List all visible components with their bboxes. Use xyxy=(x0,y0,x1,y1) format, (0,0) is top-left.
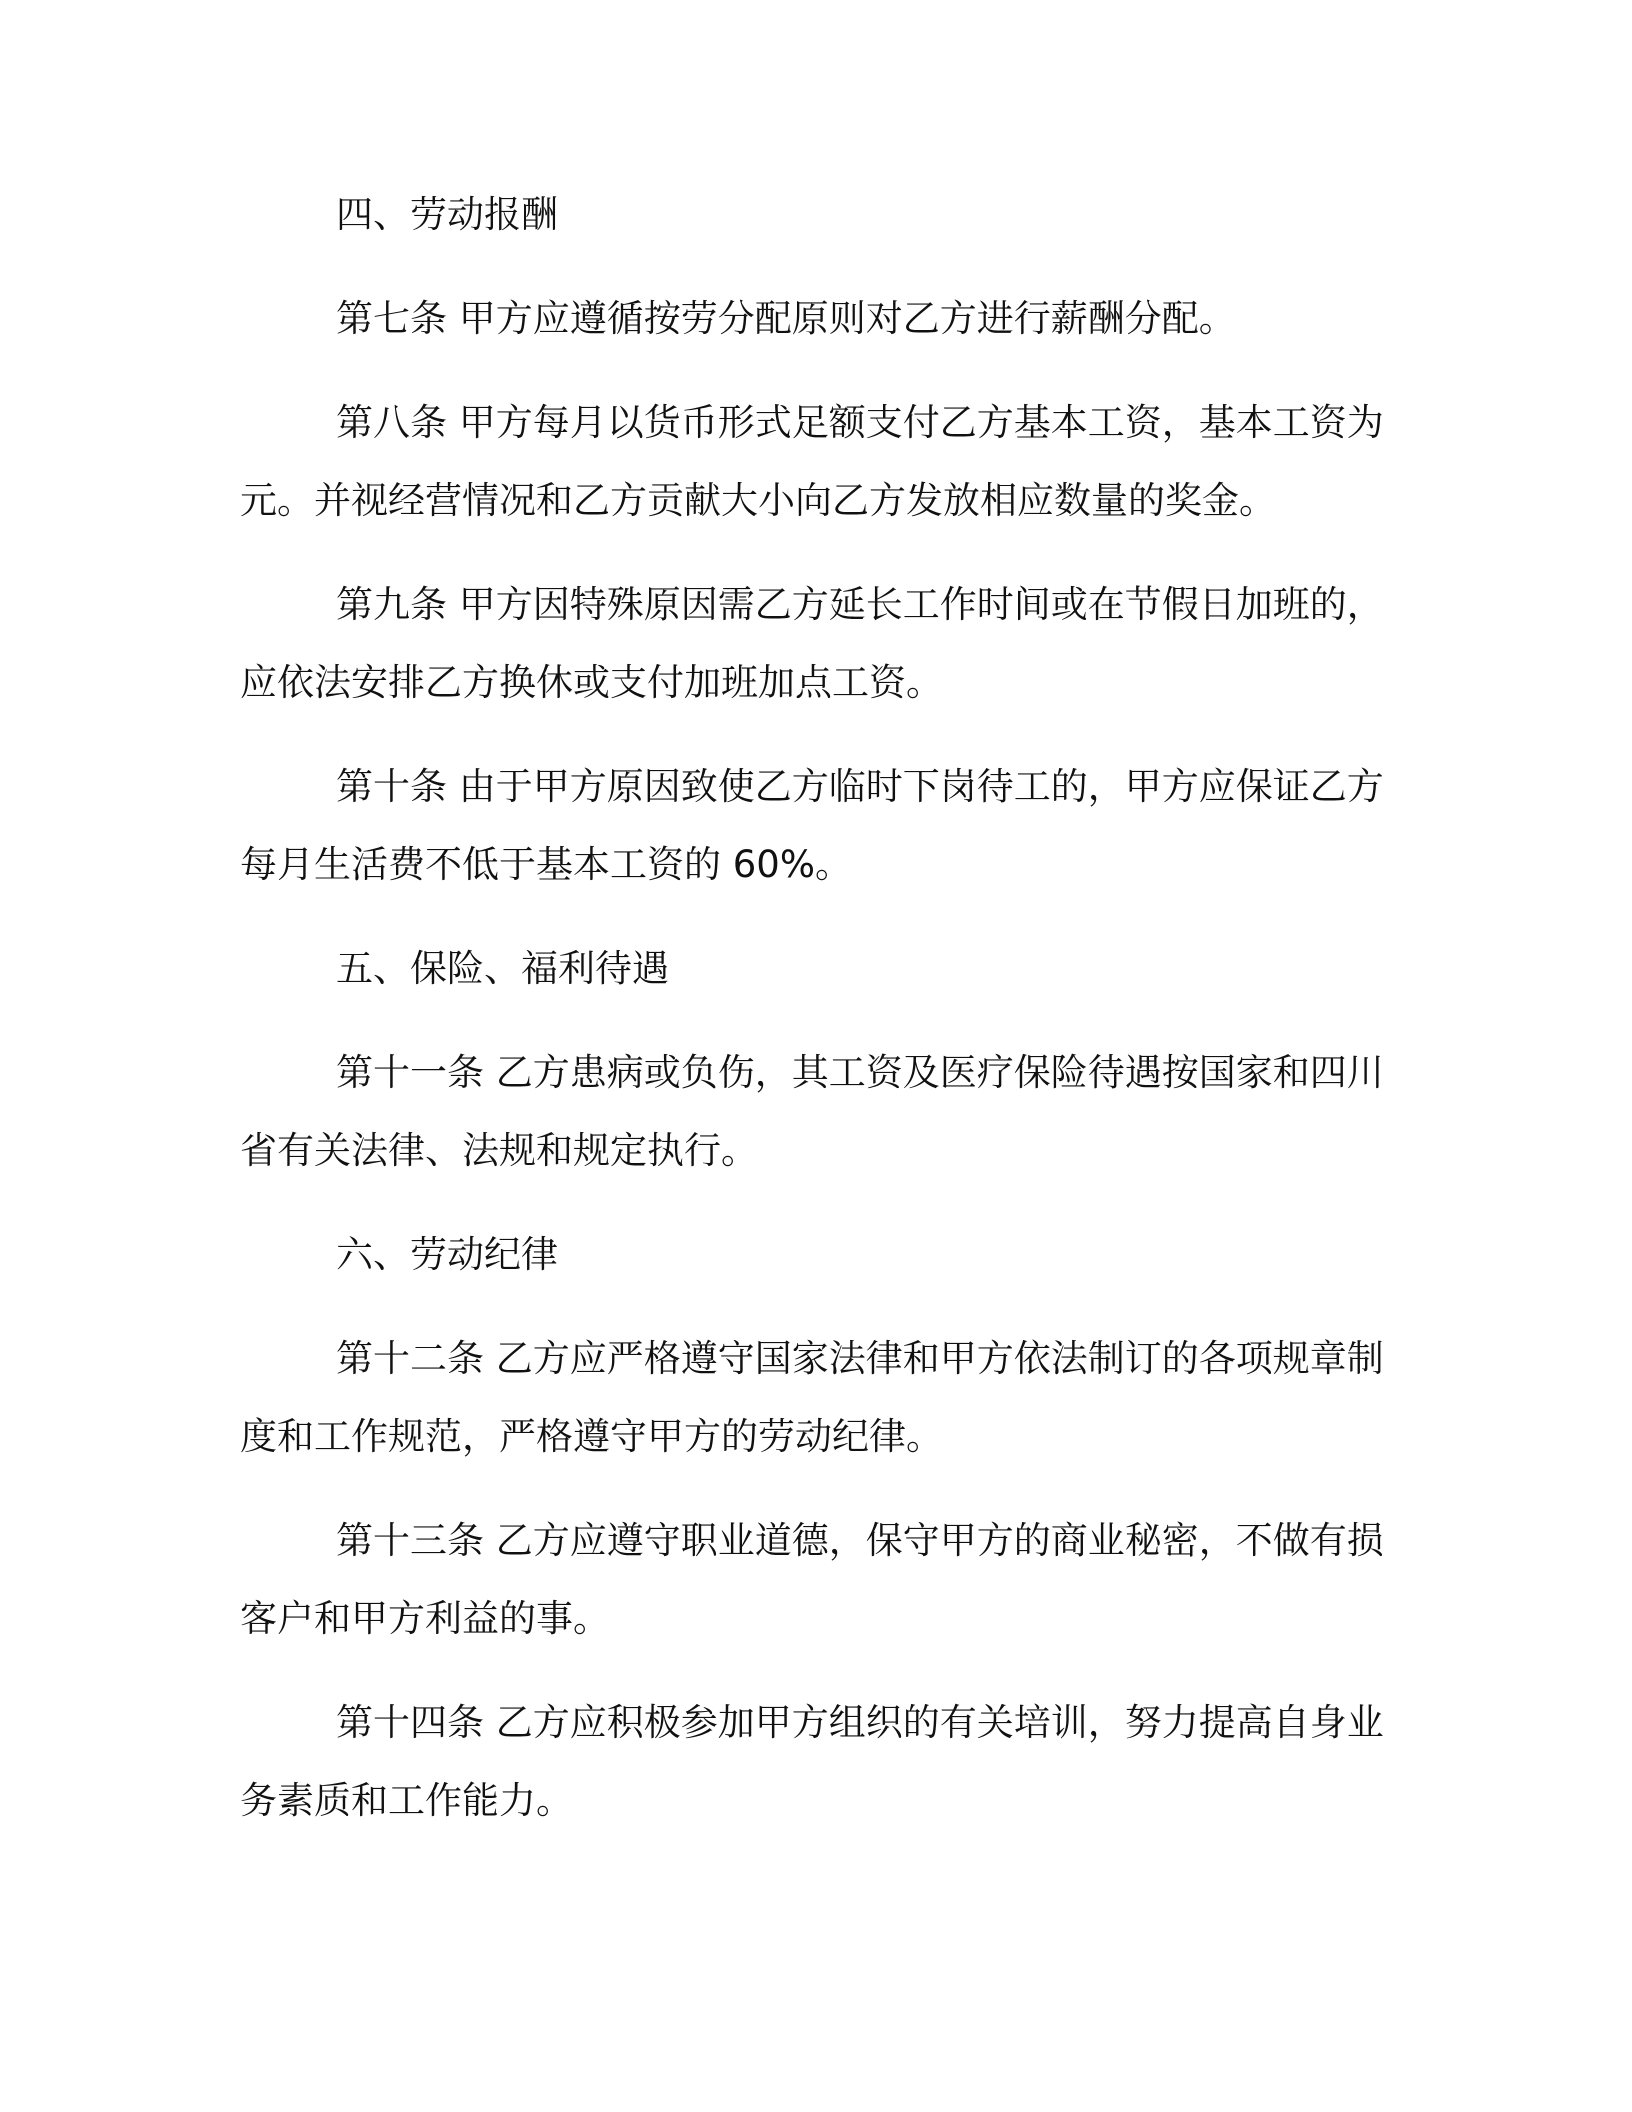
article-13-line-1: 第十三条 乙方应遵守职业道德，保守甲方的商业秘密，不做有损 xyxy=(336,1519,1384,1562)
article-10-line-1: 第十条 由于甲方原因致使乙方临时下岗待工的，甲方应保证乙方 xyxy=(336,765,1384,808)
article-14-line-2: 务素质和工作能力。 xyxy=(240,1779,573,1822)
article-8-line-2: 元。并视经营情况和乙方贡献大小向乙方发放相应数量的奖金。 xyxy=(240,479,1276,522)
article-12-line-2: 度和工作规范，严格遵守甲方的劳动纪律。 xyxy=(240,1415,943,1458)
article-7-line-1: 第七条 甲方应遵循按劳分配原则对乙方进行薪酬分配。 xyxy=(336,297,1236,340)
section-heading-labor-discipline: 六、劳动纪律 xyxy=(336,1233,558,1276)
article-11-line-1: 第十一条 乙方患病或负伤，其工资及医疗保险待遇按国家和四川 xyxy=(336,1051,1384,1094)
article-10-line-2: 每月生活费不低于基本工资的 60%。 xyxy=(240,843,852,886)
article-11-line-2: 省有关法律、法规和规定执行。 xyxy=(240,1129,758,1172)
document-content xyxy=(240,190,1385,1826)
section-heading-labor-remuneration: 四、劳动报酬 xyxy=(336,193,558,236)
article-8-line-1: 第八条 甲方每月以货币形式足额支付乙方基本工资，基本工资为 xyxy=(336,401,1384,444)
article-9-line-1: 第九条 甲方因特殊原因需乙方延长工作时间或在节假日加班的， xyxy=(336,583,1384,626)
article-9-line-2: 应依法安排乙方换休或支付加班加点工资。 xyxy=(240,661,943,704)
section-heading-insurance-welfare: 五、保险、福利待遇 xyxy=(336,947,669,990)
article-13-line-2: 客户和甲方利益的事。 xyxy=(240,1597,610,1640)
article-14-line-1: 第十四条 乙方应积极参加甲方组织的有关培训，努力提高自身业 xyxy=(336,1701,1384,1744)
article-12-line-1: 第十二条 乙方应严格遵守国家法律和甲方依法制订的各项规章制 xyxy=(336,1337,1384,1380)
